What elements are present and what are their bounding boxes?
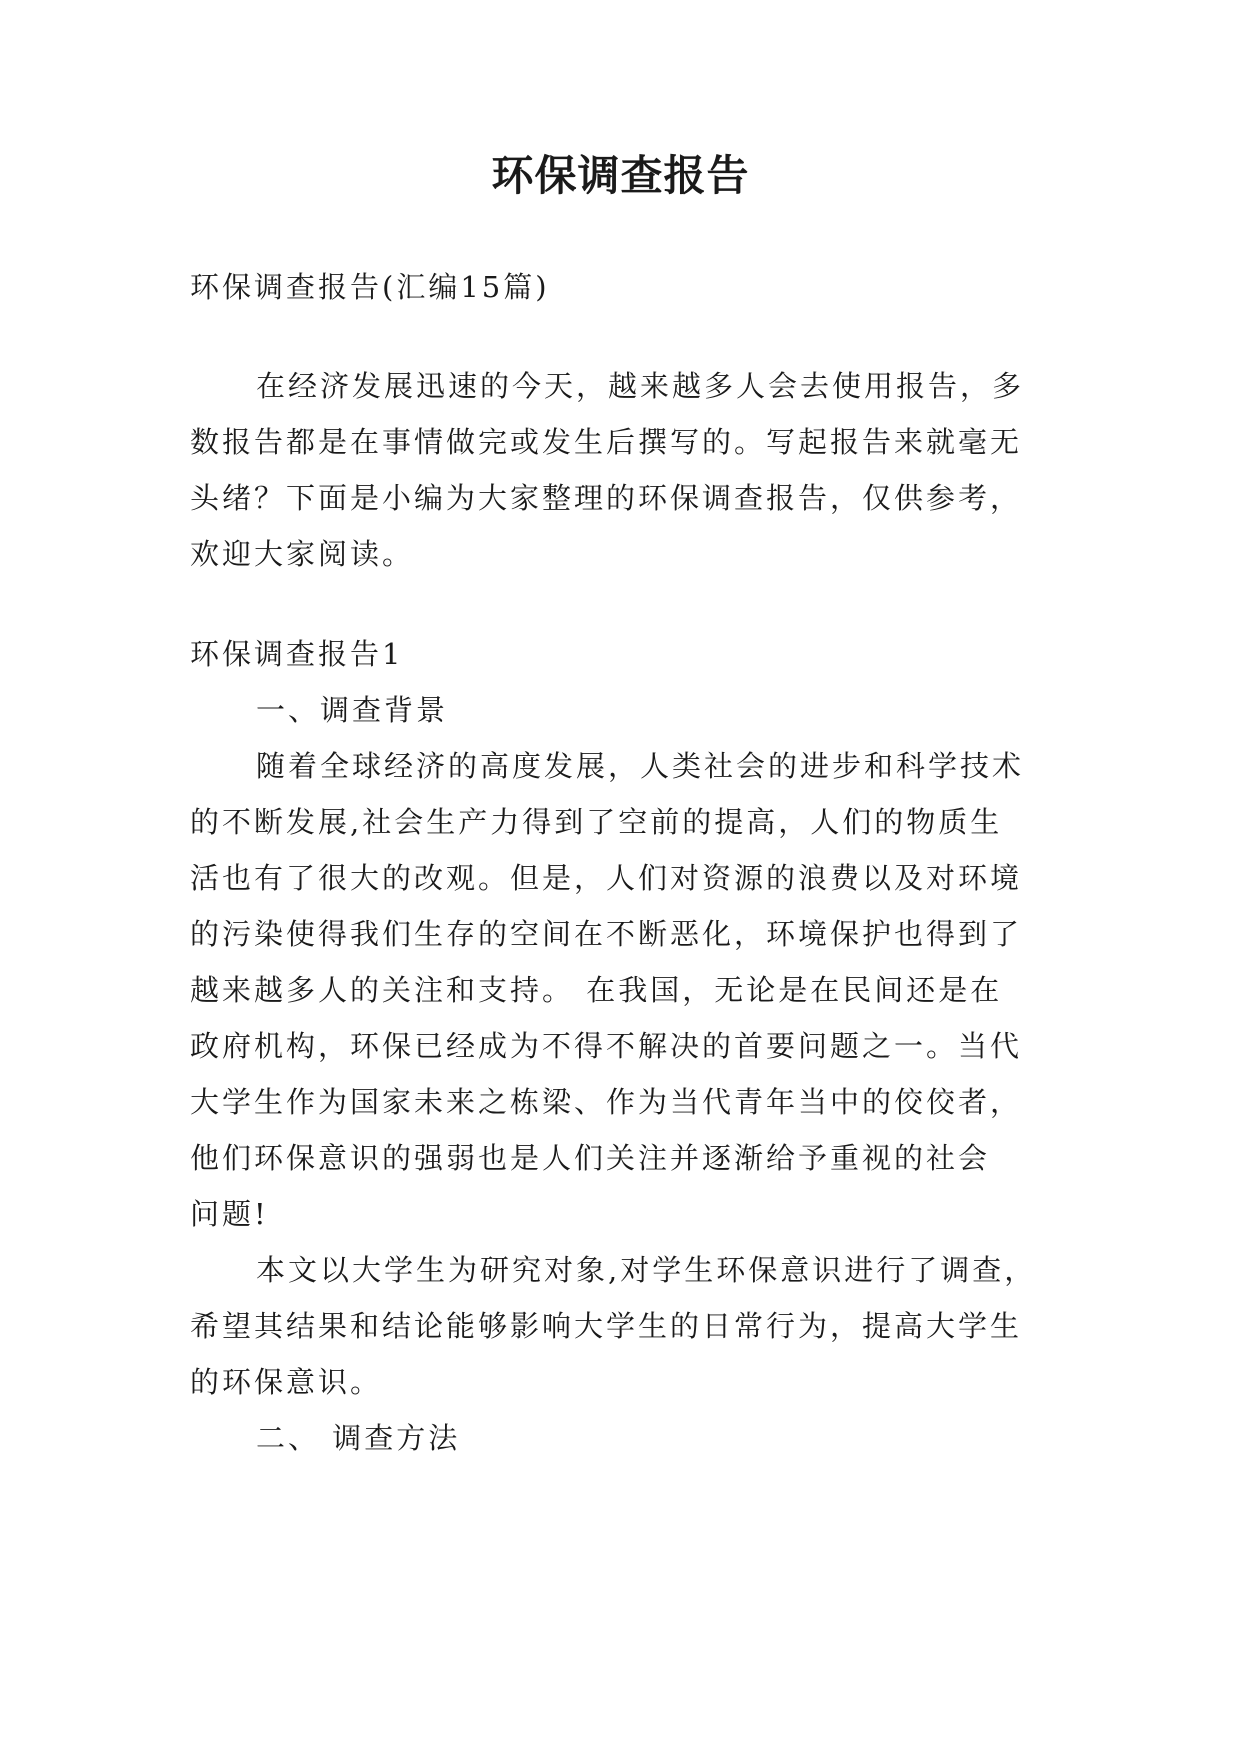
intro-line: 数报告都是在事情做完或发生后撰写的。写起报告来就毫无: [190, 425, 1023, 459]
intro-line: 欢迎大家阅读。: [190, 537, 415, 571]
paragraph-line: 的不断发展,社会生产力得到了空前的提高，人们的物质生: [190, 805, 1003, 839]
paragraph-line: 问题!: [190, 1197, 269, 1231]
intro-line: 在经济发展迅速的今天，越来越多人会去使用报告，多: [256, 369, 1025, 403]
paragraph-line: 活也有了很大的改观。但是，人们对资源的浪费以及对环境: [190, 861, 1023, 895]
paragraph-line: 越来越多人的关注和支持。 在我国，无论是在民间还是在: [190, 973, 1003, 1007]
heading-survey-method: 二、 调查方法: [256, 1421, 461, 1455]
paragraph-line: 他们环保意识的强弱也是人们关注并逐渐给予重视的社会: [190, 1141, 991, 1175]
page-title: 环保调查报告: [491, 151, 750, 200]
paragraph-line: 的污染使得我们生存的空间在不断恶化，环境保护也得到了: [190, 917, 1023, 951]
paragraph-line: 随着全球经济的高度发展，人类社会的进步和科学技术: [256, 749, 1025, 783]
section-title: 环保调查报告1: [190, 637, 404, 671]
document-subtitle: 环保调查报告(汇编15篇): [190, 270, 550, 304]
heading-survey-background: 一、调查背景: [256, 693, 449, 727]
paragraph-line: 希望其结果和结论能够影响大学生的日常行为，提高大学生: [190, 1309, 1023, 1343]
intro-line: 头绪？下面是小编为大家整理的环保调查报告，仅供参考，: [190, 481, 1023, 515]
paragraph-line: 本文以大学生为研究对象,对学生环保意识进行了调查，: [256, 1253, 1037, 1287]
paragraph-line: 的环保意识。: [190, 1365, 383, 1399]
paragraph-line: 政府机构，环保已经成为不得不解决的首要问题之一。当代: [190, 1029, 1023, 1063]
paragraph-line: 大学生作为国家未来之栋梁、作为当代青年当中的佼佼者，: [190, 1085, 1023, 1119]
